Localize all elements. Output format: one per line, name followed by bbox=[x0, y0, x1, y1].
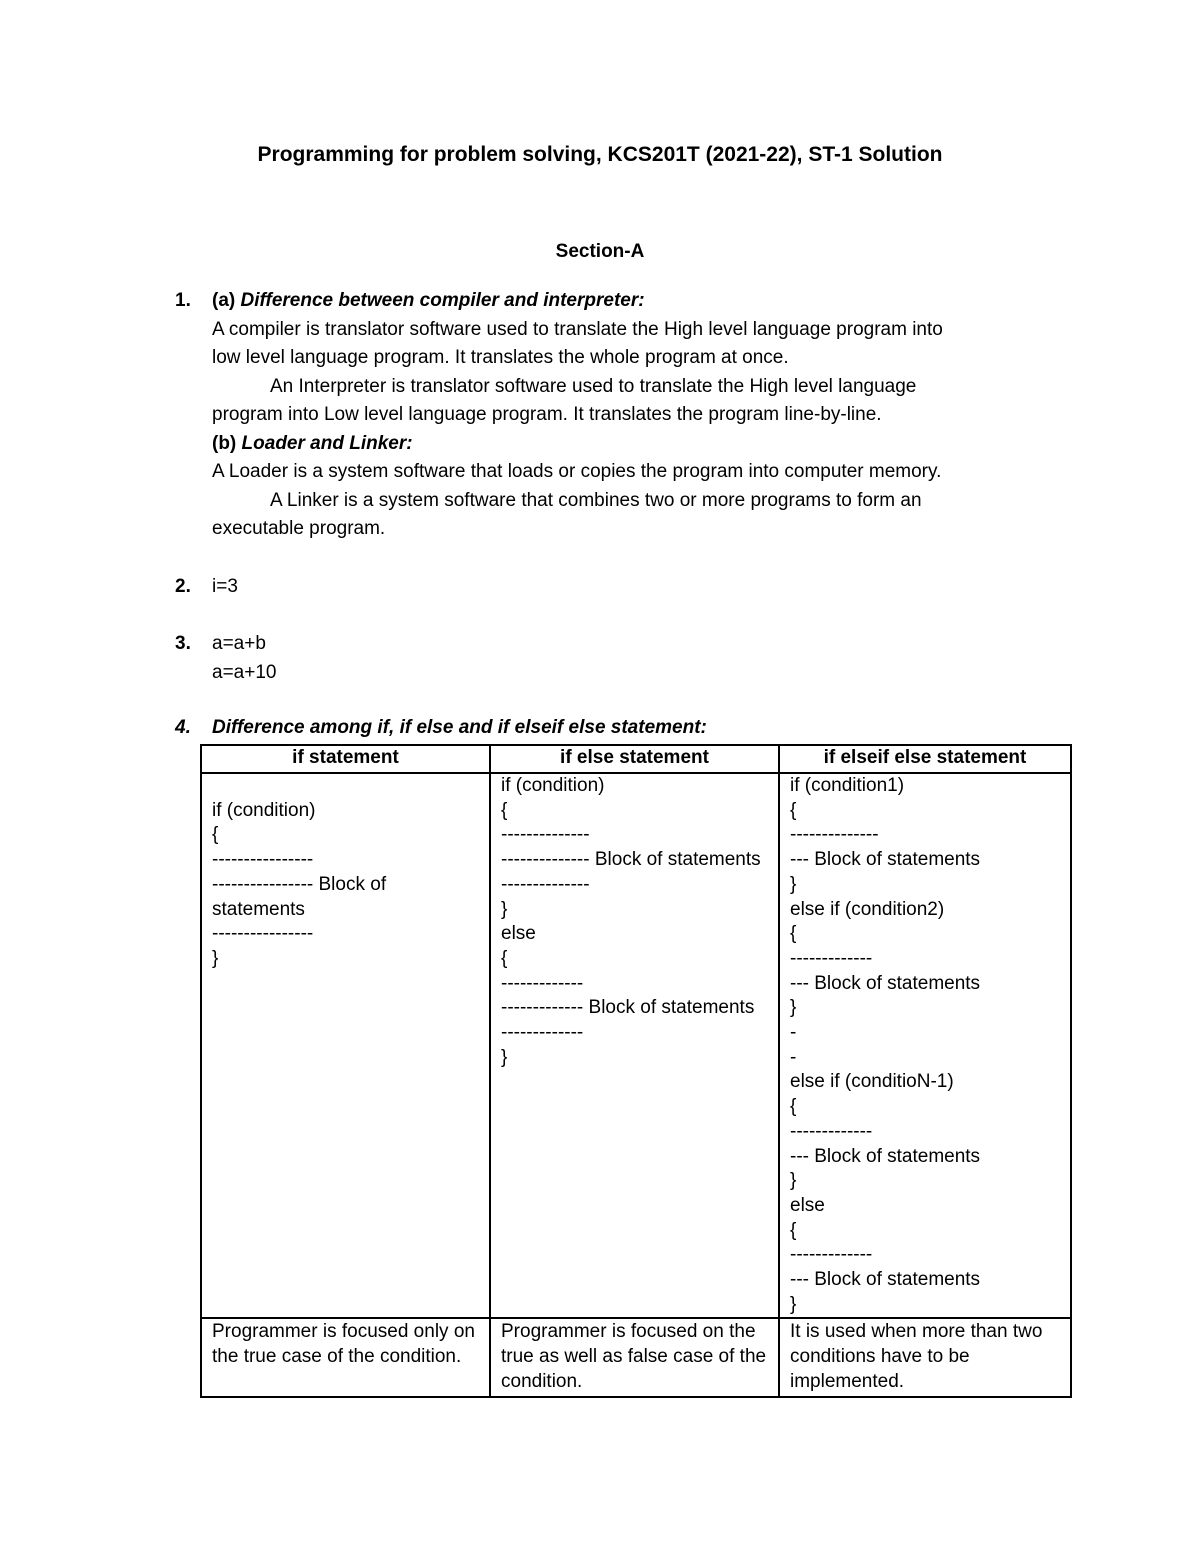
comparison-table bbox=[200, 744, 1072, 1398]
code-line: - bbox=[790, 1046, 797, 1068]
q1b-text-line: executable program. bbox=[212, 518, 386, 539]
code-line: -------------- bbox=[501, 824, 590, 846]
column-header: if statement bbox=[201, 745, 490, 773]
code-line: } bbox=[790, 1293, 797, 1315]
code-line: { bbox=[790, 1096, 797, 1118]
code-line: ------------- bbox=[501, 972, 584, 994]
code-line: else if (conditioN-1) bbox=[790, 1071, 954, 1093]
code-line bbox=[212, 774, 481, 799]
question-1 bbox=[175, 287, 1052, 544]
q1b-text-line: A Linker is a system software that combines two or more programs to form an bbox=[270, 489, 922, 511]
document-title: Programming for problem solving, KCS201T (2021-22), ST-1 Solution bbox=[257, 143, 943, 166]
description-row bbox=[201, 1318, 1071, 1397]
q3-answer-line: a=a+10 bbox=[212, 661, 277, 683]
q1a-heading bbox=[212, 287, 1052, 316]
code-line: -------------- Block of statements bbox=[501, 849, 761, 871]
code-line: if (condition) bbox=[501, 775, 605, 796]
column-header: if else statement bbox=[490, 745, 779, 773]
q4-heading: Difference among if, if else and if elseif else statement: bbox=[212, 717, 707, 738]
table-header-row bbox=[201, 745, 1071, 773]
code-line: { bbox=[790, 923, 797, 945]
code-line: -------------- bbox=[790, 824, 879, 846]
q1a-text-line: An Interpreter is translator software used to translate the High level language bbox=[270, 375, 917, 397]
code-line: else if (condition2) bbox=[790, 898, 945, 920]
if-else-syntax-cell bbox=[490, 773, 779, 1318]
code-line: ---------------- bbox=[212, 923, 314, 945]
if-syntax-cell bbox=[201, 773, 490, 1318]
code-line: { bbox=[790, 799, 797, 821]
q1a-title: Difference between compiler and interpreter: bbox=[240, 290, 645, 311]
q2-answer: i=3 bbox=[212, 576, 238, 597]
q1b-heading bbox=[212, 430, 1052, 459]
code-line: ---------------- bbox=[212, 849, 314, 871]
code-line: --- Block of statements bbox=[790, 849, 981, 871]
q1a-text-line: A compiler is translator software used to translate the High level language program into bbox=[212, 318, 943, 340]
code-line: ---------------- Block of statements bbox=[212, 873, 392, 920]
code-line: if (condition1) bbox=[790, 775, 905, 796]
code-line: } bbox=[790, 997, 797, 1019]
code-line: ------------- bbox=[790, 1120, 873, 1142]
code-line: } bbox=[212, 947, 219, 969]
table-cell: Programmer is focused only on the true case of the condition. bbox=[201, 1318, 490, 1397]
q1a-text-line: program into Low level language program. It translates the program line-by-line. bbox=[212, 404, 882, 425]
q3-answer-line: a=a+b bbox=[212, 633, 266, 654]
question-4 bbox=[175, 714, 1052, 743]
code-line: if (condition) bbox=[212, 799, 316, 821]
code-line: { bbox=[790, 1219, 797, 1241]
if-elseif-syntax-cell bbox=[779, 773, 1071, 1318]
question-number: 2. bbox=[175, 576, 191, 597]
code-line: { bbox=[501, 947, 508, 969]
q1b-text-line: A Loader is a system software that loads or copies the program into computer memory. bbox=[212, 461, 942, 482]
code-line: --- Block of statements bbox=[790, 1269, 981, 1291]
code-line: --- Block of statements bbox=[790, 1145, 981, 1167]
code-line: - bbox=[790, 1022, 797, 1044]
code-line: } bbox=[501, 898, 508, 920]
q1a-label: (a) bbox=[212, 290, 236, 311]
q1b-label: (b) bbox=[212, 432, 237, 454]
code-line: --- Block of statements bbox=[790, 972, 981, 994]
question-number: 3. bbox=[175, 633, 191, 654]
code-line: } bbox=[790, 1170, 797, 1192]
syntax-row bbox=[201, 773, 1071, 1318]
code-line: else bbox=[501, 923, 536, 945]
code-line: else bbox=[790, 1194, 825, 1216]
section-heading: Section-A bbox=[555, 241, 645, 262]
column-header: if elseif else statement bbox=[779, 745, 1071, 773]
code-line: -------------- bbox=[501, 873, 590, 895]
code-line: ------------- bbox=[790, 947, 873, 969]
table-cell: It is used when more than two conditions have to be implemented. bbox=[779, 1318, 1071, 1397]
code-line: } bbox=[790, 873, 797, 895]
question-number: 1. bbox=[175, 290, 191, 311]
code-line: ------------- bbox=[790, 1244, 873, 1266]
question-3 bbox=[175, 630, 1052, 687]
code-line: { bbox=[501, 799, 508, 821]
code-line: } bbox=[501, 1046, 508, 1068]
q1b-title: Loader and Linker: bbox=[241, 432, 413, 454]
code-line: ------------- bbox=[501, 1022, 584, 1044]
q1a-text-line: low level language program. It translates the whole program at once. bbox=[212, 347, 789, 368]
question-number: 4. bbox=[175, 717, 191, 738]
code-line: ------------- Block of statements bbox=[501, 997, 755, 1019]
table-cell: Programmer is focused on the true as well as false case of the condition. bbox=[490, 1318, 779, 1397]
code-line: { bbox=[212, 824, 219, 846]
question-2 bbox=[175, 573, 1052, 602]
